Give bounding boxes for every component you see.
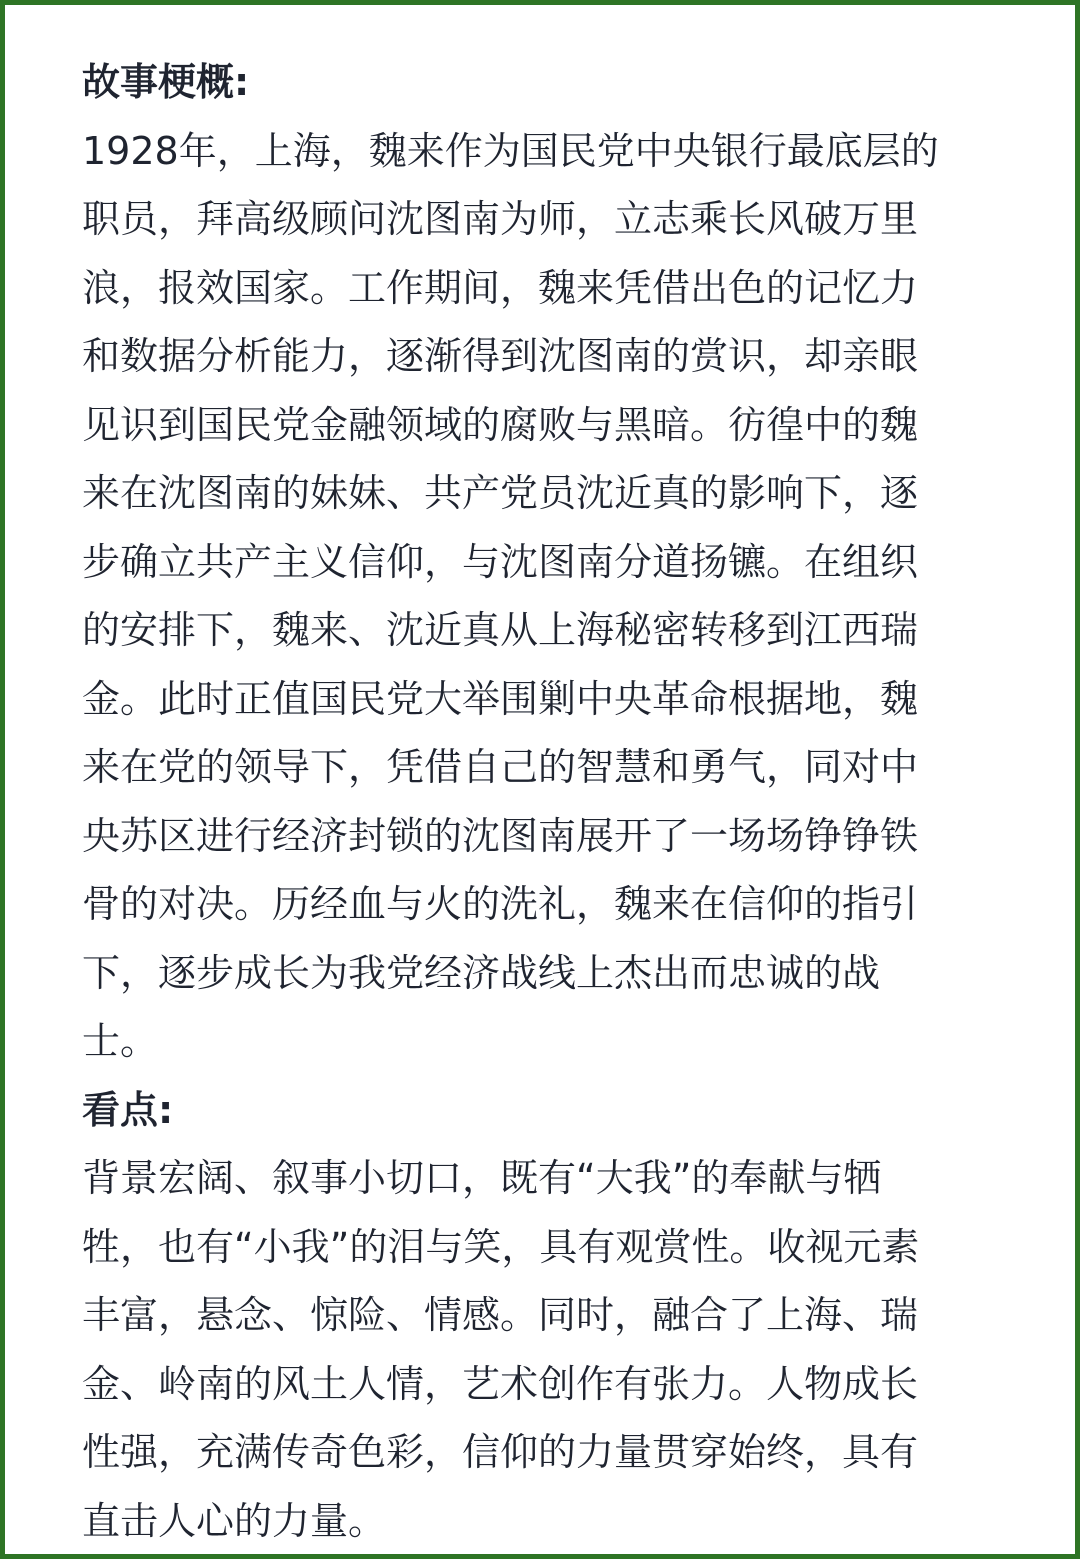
- text-line: 士。: [82, 1019, 159, 1063]
- text-line: 浪，报效国家。工作期间，魏来凭借出色的记忆力: [82, 265, 919, 310]
- text-line: 牲，也有“小我”的泪与笑，具有观赏性。收视元素: [82, 1224, 920, 1269]
- text-line: 的安排下，魏来、沈近真从上海秘密转移到江西瑞: [82, 608, 919, 652]
- document-body: [82, 48, 1002, 1555]
- text-line: 来在党的领导下，凭借自己的智慧和勇气，同对中: [82, 745, 919, 789]
- text-line: 金、岭南的风土人情，艺术创作有张力。人物成长: [82, 1361, 919, 1406]
- highlights-heading: 看点:: [82, 1087, 174, 1132]
- text-line: 性强，充满传奇色彩，信仰的力量贯穿始终，具有: [82, 1430, 919, 1474]
- text-line: 央苏区进行经济封锁的沈图南展开了一场场铮铮铁: [82, 813, 919, 858]
- text-line: 丰富，悬念、惊险、情感。同时，融合了上海、瑞: [82, 1293, 919, 1337]
- text-line: 1928年，上海，魏来作为国民党中央银行最底层的: [82, 128, 939, 173]
- text-line: 来在沈图南的妹妹、共产党员沈近真的影响下，逐: [82, 471, 919, 515]
- text-line: 步确立共产主义信仰，与沈图南分道扬镳。在组织: [82, 539, 919, 584]
- text-line: 下，逐步成长为我党经济战线上杰出而忠诚的战: [82, 950, 881, 995]
- text-line: 背景宏阔、叙事小切口，既有“大我”的奉献与牺: [82, 1156, 882, 1200]
- text-line: 骨的对决。历经血与火的洗礼，魏来在信仰的指引: [82, 882, 919, 926]
- text-line: 金。此时正值国民党大举围剿中央革命根据地，魏: [82, 676, 919, 721]
- text-line: 和数据分析能力，逐渐得到沈图南的赏识，却亲眼: [82, 334, 919, 378]
- synopsis-heading: 故事梗概:: [82, 60, 250, 104]
- document-frame: [5, 5, 1075, 1554]
- text-line: 职员，拜高级顾问沈图南为师，立志乘长风破万里: [82, 197, 919, 241]
- highlights-paragraph: [82, 1144, 1002, 1555]
- text-line: 直击人心的力量。: [82, 1498, 387, 1543]
- text-line: 见识到国民党金融领域的腐败与黑暗。彷徨中的魏: [82, 402, 919, 447]
- synopsis-paragraph: [82, 117, 1002, 1076]
